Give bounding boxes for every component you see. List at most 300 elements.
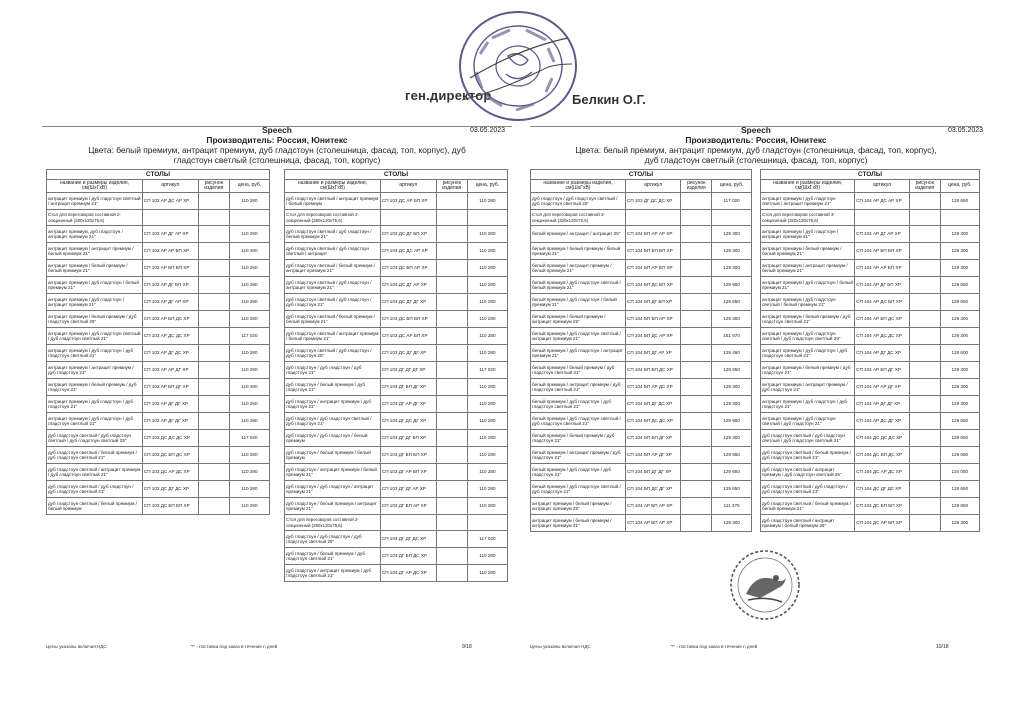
item-price: 111 370 bbox=[712, 498, 752, 515]
item-name: антрацит премиум / дуб гладстоун / дуб гладстоун светлый 21" bbox=[47, 345, 143, 362]
sheet-date: 03.05.2023 bbox=[470, 127, 506, 134]
item-name: белый премиум / антрацит премиум / дуб гладстоун 21" bbox=[531, 447, 626, 464]
page-number: 9/18 bbox=[462, 644, 472, 650]
series-title: Speech bbox=[741, 125, 771, 135]
vat-note: Цены указаны включая НДС bbox=[530, 644, 591, 649]
item-price: 110 280 bbox=[229, 396, 269, 413]
item-price: 129 650 bbox=[940, 294, 979, 311]
item-picture bbox=[436, 311, 467, 328]
item-price: 110 280 bbox=[229, 379, 269, 396]
item-price: 151 670 bbox=[712, 328, 752, 345]
tables-price-table bbox=[46, 169, 270, 515]
item-price: 117 020 bbox=[712, 193, 752, 210]
table-row bbox=[761, 464, 980, 481]
item-name: дуб гладстоун / дуб гладстоун / белый премиум bbox=[285, 430, 381, 447]
bird-logo-stamp bbox=[728, 548, 802, 622]
item-name: белый премиум / дуб гладстоун / белый премиум 21" bbox=[531, 294, 626, 311]
item-price: 110 280 bbox=[467, 430, 507, 447]
item-price: 129 650 bbox=[712, 294, 752, 311]
item-article: СП 104 БП ДГ БП ХР bbox=[626, 294, 681, 311]
item-article: СП 104 АР АР ДГ ХР bbox=[855, 379, 910, 396]
item-price: 129 300 bbox=[712, 311, 752, 328]
item-price: 129 490 bbox=[712, 345, 752, 362]
item-article bbox=[142, 210, 198, 226]
item-article: СП 103 ДС БП ДС ХР bbox=[142, 447, 198, 464]
column-header: артикул bbox=[855, 180, 910, 193]
item-picture bbox=[436, 294, 467, 311]
table-caption: СТОЛЫ bbox=[47, 170, 270, 180]
item-price: 110 280 bbox=[229, 464, 269, 481]
item-picture bbox=[198, 294, 229, 311]
item-price: 129 300 bbox=[712, 226, 752, 243]
column-header: рисунок изделия bbox=[681, 180, 712, 193]
table-row bbox=[47, 362, 270, 379]
item-picture bbox=[681, 294, 712, 311]
item-price: 129 300 bbox=[940, 243, 979, 260]
table-row bbox=[531, 515, 752, 532]
item-price: 110 280 bbox=[467, 498, 507, 515]
table-row bbox=[285, 311, 508, 328]
item-price: 129 300 bbox=[940, 328, 979, 345]
item-name: дуб гладстоун / дуб гладстоун светлый / дуб гладстоун светлый 25" bbox=[531, 193, 626, 210]
item-picture bbox=[436, 379, 467, 396]
table-row bbox=[761, 277, 980, 294]
table-row bbox=[47, 464, 270, 481]
item-article: СП 104 БП БП ДГ ХР bbox=[626, 430, 681, 447]
item-picture bbox=[436, 277, 467, 294]
item-picture bbox=[681, 260, 712, 277]
item-article: СП 103 ДС ДГ ДГ ХР bbox=[380, 345, 436, 362]
item-name: дуб гладстоун / дуб гладстоун / дуб гладстоун светлый 25" bbox=[285, 531, 381, 548]
item-picture bbox=[681, 311, 712, 328]
item-article: СП 103 ДГ ДГ АР ХР bbox=[380, 481, 436, 498]
item-price: 110 280 bbox=[467, 193, 507, 210]
item-name: белый премиум / антрацит премиум / дуб гладстоун светлый 21" bbox=[531, 379, 626, 396]
item-name: антрацит премиум / белый премиум / дуб гладстоун 21" bbox=[47, 379, 143, 396]
item-picture bbox=[198, 498, 229, 515]
item-name: антрацит премиум / дуб гладстоун / дуб гладстоун 21" bbox=[761, 396, 855, 413]
item-picture bbox=[909, 277, 940, 294]
item-price: 129 300 bbox=[940, 396, 979, 413]
table-row bbox=[761, 430, 980, 447]
item-name: антрацит премиум / дуб гладстоун / дуб гладстоун 21" bbox=[47, 396, 143, 413]
item-article: СП 104 БП БП АР ХР bbox=[626, 311, 681, 328]
item-price: 129 300 bbox=[940, 515, 979, 532]
item-picture bbox=[909, 396, 940, 413]
table-row bbox=[531, 447, 752, 464]
item-picture bbox=[681, 498, 712, 515]
item-name: дуб гладстоун светлый / дуб гладстоун / дуб гладстоун светлый 21" bbox=[761, 481, 855, 498]
table-header-row bbox=[47, 180, 270, 193]
item-picture bbox=[436, 481, 467, 498]
item-price: 117 020 bbox=[229, 430, 269, 447]
item-picture bbox=[198, 260, 229, 277]
item-name: дуб гладстоун светлый / антрацит премиум / белый премиум 21" bbox=[285, 328, 381, 345]
item-article: СП 103 АР ДГ БП ХР bbox=[142, 277, 198, 294]
table-row bbox=[531, 311, 752, 328]
item-name: дуб гладстоун светлый / дуб гладстоун / дуб гладстоун светлый 21" bbox=[47, 481, 143, 498]
item-price bbox=[467, 515, 507, 531]
colors-list: Цвета: белый премиум, антрацит премиум, дуб гладстоун (столешница, фасад, топ, корпус), дуб гладстоун светлый (столешница, фасад, топ, корпус) bbox=[575, 145, 937, 165]
item-name: антрацит премиум / белый премиум / белый премиум 21" bbox=[47, 260, 143, 277]
item-article bbox=[626, 210, 681, 226]
delivery-note: "*" - поставка под заказ в течение n дней bbox=[670, 644, 758, 649]
table-row bbox=[761, 311, 980, 328]
item-name: антрацит премиум / белый премиум / антрацит премиум 25" bbox=[531, 498, 626, 515]
item-price: 110 280 bbox=[467, 311, 507, 328]
column-header: название и размеры изделия, см(ШхГхВ) bbox=[47, 180, 143, 193]
item-name: дуб гладстоун / белый премиум / дуб гладстоун светлый 21" bbox=[285, 548, 381, 565]
item-price: 129 650 bbox=[940, 193, 979, 210]
table-row bbox=[761, 396, 980, 413]
item-article: СП 103 АР БП ДГ ХР bbox=[142, 379, 198, 396]
item-article: СП 104 АР БП ДГ ХР bbox=[855, 362, 910, 379]
table-row bbox=[47, 328, 270, 345]
item-article: СП 104 ДС ДС ДС ХР bbox=[855, 430, 910, 447]
item-name: дуб гладстоун / белый премиум / белый премиум bbox=[285, 447, 381, 464]
table-row bbox=[531, 243, 752, 260]
item-name: дуб гладстоун светлый / антрацит премиум / белый премиум bbox=[285, 193, 381, 210]
item-article: СП 104 ДС ДГ ДС ХР bbox=[855, 481, 910, 498]
item-article: СП 104 АР ДГ ДГ ХР bbox=[855, 396, 910, 413]
column-header: название и размеры изделия, см(ШхГхВ) bbox=[531, 180, 626, 193]
item-article: СП 103 ДС АР ДС ХР bbox=[142, 464, 198, 481]
item-name: дуб гладстоун светлый / белый премиум / антрацит премиум 21" bbox=[285, 260, 381, 277]
item-name: белый премиум / белый премиум / дуб гладстоун 21" bbox=[531, 430, 626, 447]
item-article: СП 103 ДС ДГ АР ХР bbox=[380, 277, 436, 294]
item-picture bbox=[198, 447, 229, 464]
table-row bbox=[47, 481, 270, 498]
column-header: артикул bbox=[142, 180, 198, 193]
item-picture bbox=[681, 379, 712, 396]
item-price bbox=[229, 210, 269, 226]
table-row bbox=[47, 294, 270, 311]
item-picture bbox=[681, 193, 712, 210]
item-price: 110 280 bbox=[229, 362, 269, 379]
item-price: 129 300 bbox=[940, 226, 979, 243]
item-article: СП 104 БП ДГ АР ХР bbox=[626, 345, 681, 362]
item-price: 129 300 bbox=[712, 515, 752, 532]
item-name: антрацит премиум / дуб гладстоун / дуб гладстоун светлый 21" bbox=[47, 413, 143, 430]
item-picture bbox=[681, 345, 712, 362]
table-group-row bbox=[531, 210, 752, 226]
table-row bbox=[285, 447, 508, 464]
table-row bbox=[47, 379, 270, 396]
table-row bbox=[761, 481, 980, 498]
item-name: дуб гладстоун / белый премиум / дуб гладстоун 21" bbox=[285, 379, 381, 396]
item-article: СП 103 ДГ АР БП ХР bbox=[380, 464, 436, 481]
item-price: 129 650 bbox=[940, 498, 979, 515]
table-row bbox=[531, 481, 752, 498]
item-picture bbox=[198, 413, 229, 430]
item-price: 110 280 bbox=[229, 311, 269, 328]
item-article: СП 104 БП АР ДГ ХР bbox=[626, 447, 681, 464]
table-row bbox=[531, 379, 752, 396]
item-name: дуб гладстоун светлый / белый премиум / дуб гладстоун светлый 21" bbox=[47, 447, 143, 464]
item-article: СП 104 АР ДС АР ХР bbox=[855, 193, 910, 210]
item-name: белый премиум / дуб гладстоун светлый / дуб гладстоун светлый 21" bbox=[531, 413, 626, 430]
item-picture bbox=[436, 193, 467, 210]
item-price: 110 280 bbox=[467, 345, 507, 362]
item-price: 110 280 bbox=[467, 277, 507, 294]
item-article: СП 104 БП ДГ ДГ ХР bbox=[626, 464, 681, 481]
table-row bbox=[531, 396, 752, 413]
item-name: антрацит премиум / дуб гладстоун светлый / антрацит премиум 21" bbox=[761, 193, 855, 210]
item-price: 110 280 bbox=[229, 243, 269, 260]
item-picture bbox=[909, 243, 940, 260]
item-name: белый премиум / белый премиум / белый премиум 21" bbox=[531, 243, 626, 260]
item-name: антрацит премиум / дуб гладстоун / дуб гладстоун светлый 21" bbox=[761, 345, 855, 362]
item-price: 129 650 bbox=[712, 481, 752, 498]
table-caption: СТОЛЫ bbox=[761, 170, 980, 180]
company-seal-stamp bbox=[452, 8, 582, 128]
item-name: дуб гладстоун / дуб гладстоун / дуб гладстоун 21" bbox=[285, 362, 381, 379]
item-price: 110 280 bbox=[467, 464, 507, 481]
item-picture bbox=[198, 243, 229, 260]
item-picture bbox=[198, 193, 229, 210]
item-name: дуб гладстоун светлый / дуб гладстоун / дуб гладстоун 25" bbox=[285, 345, 381, 362]
item-name: белый премиум / дуб гладстоун / дуб гладстоун 21" bbox=[531, 464, 626, 481]
table-row bbox=[47, 396, 270, 413]
table-row bbox=[761, 413, 980, 430]
table-row bbox=[285, 396, 508, 413]
item-price bbox=[940, 210, 979, 226]
item-picture bbox=[198, 481, 229, 498]
item-article: СП 103 АР ДГ ДГ ХР bbox=[142, 413, 198, 430]
item-name: Стол для переговоров составной 3-секционный (320х120х75,6) bbox=[531, 210, 626, 226]
table-row bbox=[531, 294, 752, 311]
item-picture bbox=[681, 277, 712, 294]
item-price: 110 280 bbox=[467, 413, 507, 430]
item-article bbox=[380, 210, 436, 226]
item-price: 110 280 bbox=[467, 447, 507, 464]
item-picture bbox=[436, 565, 467, 582]
item-picture bbox=[436, 345, 467, 362]
item-name: Стол для переговоров составной 2-секционный (280х120х75,6) bbox=[47, 210, 143, 226]
item-name: Стол для переговоров составной 2-секционный (280х120х75,6) bbox=[285, 210, 381, 226]
item-name: белый премиум / белый премиум / антрацит премиум 25" bbox=[531, 311, 626, 328]
sheet-date: 03.05.2023 bbox=[948, 127, 984, 134]
item-picture bbox=[909, 379, 940, 396]
item-article: СП 103 ДС БП БП ХР bbox=[142, 498, 198, 515]
table-row bbox=[47, 430, 270, 447]
item-name: дуб гладстоун / антрацит премиум / белый премиум 21" bbox=[285, 464, 381, 481]
item-name: антрацит премиум / антрацит премиум / белый премиум 21" bbox=[47, 243, 143, 260]
table-row bbox=[285, 277, 508, 294]
item-price: 110 280 bbox=[467, 481, 507, 498]
item-picture bbox=[436, 328, 467, 345]
item-article: СП 103 ДС ДГ БП ХР bbox=[380, 226, 436, 243]
item-picture bbox=[436, 498, 467, 515]
item-name: антрацит премиум / дуб гладстоун / антрацит премиум 21" bbox=[47, 294, 143, 311]
item-price: 110 280 bbox=[229, 277, 269, 294]
item-picture bbox=[198, 396, 229, 413]
table-header-row bbox=[285, 180, 508, 193]
table-row bbox=[285, 294, 508, 311]
item-article: СП 103 АР ДГ АР ХР bbox=[142, 226, 198, 243]
table-row bbox=[285, 430, 508, 447]
item-price: 129 650 bbox=[940, 430, 979, 447]
table-caption-row bbox=[761, 170, 980, 180]
item-article: СП 103 АР ДС ДС ХР bbox=[142, 328, 198, 345]
item-price: 110 280 bbox=[467, 565, 507, 582]
table-row bbox=[285, 243, 508, 260]
manufacturer: Производитель: Россия, Юнитекс bbox=[206, 135, 348, 145]
table-row bbox=[285, 498, 508, 515]
item-picture bbox=[436, 226, 467, 243]
table-row bbox=[47, 226, 270, 243]
item-price: 129 300 bbox=[940, 311, 979, 328]
table-row bbox=[47, 260, 270, 277]
item-price bbox=[712, 210, 752, 226]
item-article: СП 104 АР ДС ДС ХР bbox=[855, 328, 910, 345]
item-article: СП 103 АР АР БП ХР bbox=[142, 243, 198, 260]
item-picture bbox=[909, 311, 940, 328]
item-price: 110 280 bbox=[467, 226, 507, 243]
item-picture bbox=[198, 226, 229, 243]
table-row bbox=[761, 362, 980, 379]
item-article: СП 103 ДС ДГ ДГ ХР bbox=[380, 294, 436, 311]
vat-note: Цены указаны включая НДС bbox=[46, 644, 107, 649]
item-article: СП 103 АР ДГ ДС ХР bbox=[142, 345, 198, 362]
table-row bbox=[285, 328, 508, 345]
item-name: белый премиум / антрацит премиум / белый премиум 21" bbox=[531, 260, 626, 277]
item-name: белый премиум / дуб гладстоун / дуб гладстоун светлый 21" bbox=[531, 396, 626, 413]
item-price: 129 300 bbox=[712, 430, 752, 447]
item-article: СП 104 АР ДГ БП ХР bbox=[855, 277, 910, 294]
item-name: антрацит премиум / дуб гладстоун / белый премиум 21" bbox=[47, 277, 143, 294]
item-price: 129 300 bbox=[940, 379, 979, 396]
table-row bbox=[47, 498, 270, 515]
item-article: СП 103 ДГ БП БП ХР bbox=[380, 447, 436, 464]
item-article: СП 104 АР ДГ ДС ХР bbox=[855, 345, 910, 362]
item-article: СП 104 АР БП АР ХР bbox=[626, 498, 681, 515]
item-picture bbox=[436, 362, 467, 379]
table-row bbox=[761, 294, 980, 311]
item-article: СП 104 АР АР БП ХР bbox=[855, 260, 910, 277]
table-header-row bbox=[761, 180, 980, 193]
manufacturer: Производитель: Россия, Юнитекс bbox=[685, 135, 827, 145]
item-price: 110 280 bbox=[229, 481, 269, 498]
item-name: белый премиум / дуб гладстоун / антрацит премиум 21" bbox=[531, 345, 626, 362]
item-price: 110 280 bbox=[229, 345, 269, 362]
item-picture bbox=[909, 515, 940, 532]
series-title: Speech bbox=[262, 125, 292, 135]
item-picture bbox=[681, 464, 712, 481]
table-group-row bbox=[761, 210, 980, 226]
item-price: 110 280 bbox=[467, 328, 507, 345]
item-article: СП 104 ДС БП ДС ХР bbox=[855, 447, 910, 464]
item-picture bbox=[436, 243, 467, 260]
column-header: цена, руб. bbox=[712, 180, 752, 193]
item-picture bbox=[198, 277, 229, 294]
table-row bbox=[285, 226, 508, 243]
item-article: СП 103 АР ДГ АР ХР bbox=[142, 294, 198, 311]
item-picture bbox=[436, 531, 467, 548]
tables-price-table bbox=[760, 169, 980, 532]
table-row bbox=[531, 413, 752, 430]
colors-list: Цвета: белый премиум, антрацит премиум, дуб гладстоун (столешница, фасад, топ, корпус), дуб гладстоун светлый (столешница, фасад, топ, корпус) bbox=[88, 145, 466, 165]
item-picture bbox=[909, 362, 940, 379]
item-article: СП 103 ДГ ДС ДС ХР bbox=[626, 193, 681, 210]
item-price: 129 300 bbox=[940, 362, 979, 379]
table-row bbox=[47, 413, 270, 430]
item-picture bbox=[909, 430, 940, 447]
item-article: СП 104 БП ДС АР ХР bbox=[626, 328, 681, 345]
item-article: СП 104 ДС АР ДС ХР bbox=[855, 464, 910, 481]
item-picture bbox=[681, 362, 712, 379]
item-picture bbox=[198, 464, 229, 481]
item-price: 134 050 bbox=[940, 464, 979, 481]
item-picture bbox=[198, 379, 229, 396]
item-picture bbox=[909, 260, 940, 277]
item-price: 129 300 bbox=[712, 396, 752, 413]
item-price: 110 280 bbox=[467, 294, 507, 311]
table-row bbox=[531, 277, 752, 294]
item-article: СП 103 ДГ ДГ ДГ ХР bbox=[380, 362, 436, 379]
item-article bbox=[855, 210, 910, 226]
item-article: СП 103 ДГ БП ДГ ХР bbox=[380, 379, 436, 396]
item-name: дуб гладстоун светлый / дуб гладстоун / дуб гладстоун 21" bbox=[285, 294, 381, 311]
item-picture bbox=[198, 328, 229, 345]
table-row bbox=[761, 498, 980, 515]
item-article: СП 104 ДС БП БП ХР bbox=[855, 498, 910, 515]
item-name: антрацит премиум, дуб гладстоун / антрацит премиум 21" bbox=[47, 226, 143, 243]
item-article: СП 103 АР ДС АР ХР bbox=[142, 193, 198, 210]
item-picture bbox=[681, 210, 712, 226]
item-name: Стол для переговоров составной 2-секционный (280х120х75,6) bbox=[285, 515, 381, 531]
item-article: СП 103 АР БП БП ХР bbox=[142, 260, 198, 277]
item-price: 117 020 bbox=[467, 362, 507, 379]
item-picture bbox=[681, 396, 712, 413]
item-name: дуб гладстоун светлый / антрацит премиум / дуб гладстоун светлый 21" bbox=[47, 464, 143, 481]
item-article: СП 104 АР БП БП ХР bbox=[855, 243, 910, 260]
column-header: цена, руб. bbox=[940, 180, 979, 193]
item-picture bbox=[681, 226, 712, 243]
table-caption: СТОЛЫ bbox=[531, 170, 752, 180]
item-picture bbox=[909, 498, 940, 515]
item-name: дуб гладстоун светлый / дуб гладстоун / антрацит премиум 21" bbox=[285, 277, 381, 294]
item-name: антрацит премиум / белый премиум / дуб гладстоун светлый 21" bbox=[761, 311, 855, 328]
item-price: 129 300 bbox=[940, 260, 979, 277]
item-article: СП 103 ДГ АР ДС ХР bbox=[380, 565, 436, 582]
column-header: рисунок изделия bbox=[198, 180, 229, 193]
item-picture bbox=[681, 447, 712, 464]
item-article: СП 104 АР БП ДС ХР bbox=[855, 311, 910, 328]
item-price: 129 300 bbox=[712, 243, 752, 260]
item-price: 129 650 bbox=[712, 413, 752, 430]
item-name: антрацит премиум / белый премиум / белый премиум 21" bbox=[761, 243, 855, 260]
column-header: название и размеры изделия, см(ШхГхВ) bbox=[761, 180, 855, 193]
table-row bbox=[47, 447, 270, 464]
table-caption-row bbox=[531, 170, 752, 180]
item-name: белый премиум / дуб гладстоун светлый / дуб гладстоун 21" bbox=[531, 481, 626, 498]
signature-area bbox=[0, 0, 1024, 130]
table-row bbox=[531, 430, 752, 447]
table-row bbox=[285, 193, 508, 210]
item-price: 110 280 bbox=[229, 294, 269, 311]
item-name: дуб гладстоун светлый / белый премиум / белый премиум 21" bbox=[761, 498, 855, 515]
item-name: антрацит премиум / белый премиум / дуб гладстоун 21" bbox=[761, 362, 855, 379]
item-article: СП 103 ДС АР БП ХР bbox=[380, 193, 436, 210]
item-name: антрацит премиум / дуб гладстоун светлый / дуб гладстоун светлый 21" bbox=[47, 328, 143, 345]
item-article: СП 103 ДГ БП ДС ХР bbox=[380, 548, 436, 565]
item-picture bbox=[909, 345, 940, 362]
table-row bbox=[761, 226, 980, 243]
table-row bbox=[285, 362, 508, 379]
item-article: СП 103 АР БП ДС ХР bbox=[142, 311, 198, 328]
item-name: дуб гладстоун светлый / дуб гладстоун / белый премиум 21" bbox=[285, 226, 381, 243]
